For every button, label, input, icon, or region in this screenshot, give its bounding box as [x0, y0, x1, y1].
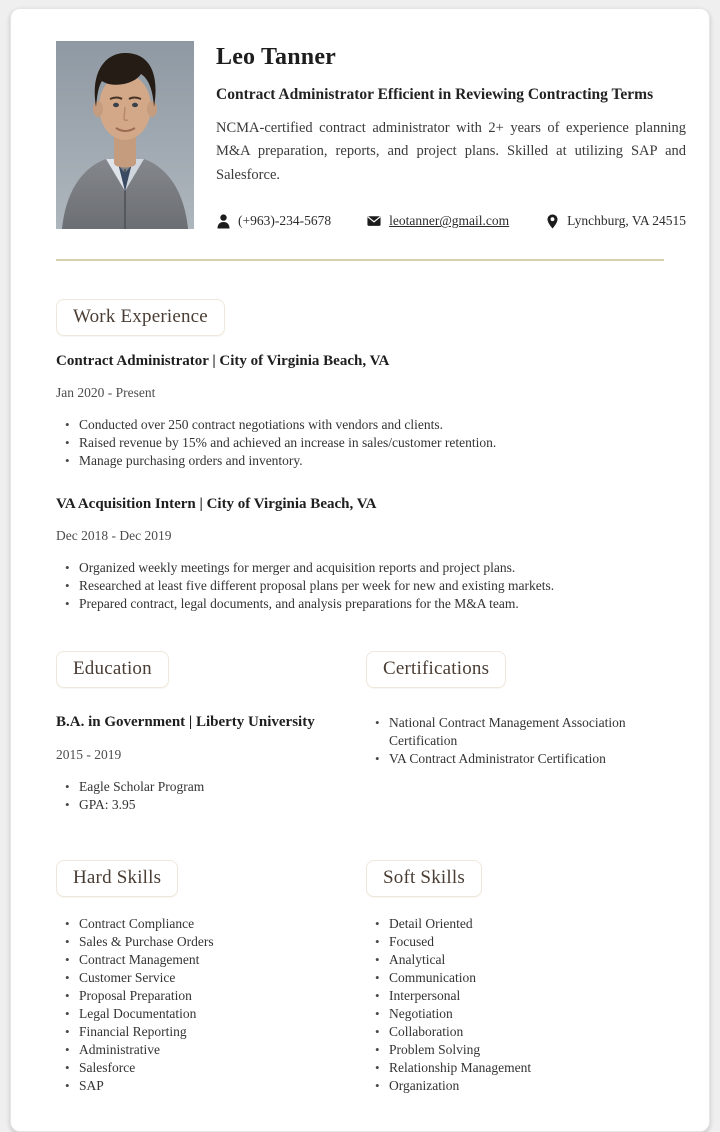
email-icon	[367, 214, 381, 229]
job-bullet: • Organized weekly meetings for merger and acquisition reports and project plans.	[56, 559, 664, 577]
section-heading-soft-skills: Soft Skills	[366, 860, 482, 897]
education-bullet: • GPA: 3.95	[56, 796, 366, 814]
certifications-bullet-list	[366, 714, 664, 768]
job-dates: Dec 2018 - Dec 2019	[56, 528, 172, 544]
soft-skill-item: • Problem Solving	[366, 1041, 664, 1059]
hard-skills-body	[56, 915, 366, 1095]
soft-skills-body	[366, 915, 664, 1095]
job-bullet-list	[56, 416, 664, 470]
job-title: Contract Administrator | City of Virginia Beach, VA	[56, 353, 390, 370]
soft-skill-item: • Analytical	[366, 951, 664, 969]
section-certifications	[366, 651, 664, 814]
soft-skill-item: • Collaboration	[366, 1023, 664, 1041]
job-bullet: • Manage purchasing orders and inventory.	[56, 452, 664, 470]
hard-skill-item: • Sales & Purchase Orders	[56, 933, 366, 951]
hard-skill-item: • Financial Reporting	[56, 1023, 366, 1041]
candidate-summary: NCMA-certified contract administrator with 2+ years of experience planning M&A preparation, reports, and project plans. Skilled at utilizing SAP and Salesforce.	[216, 120, 687, 183]
job-bullet-list	[56, 559, 664, 613]
resume-header	[56, 41, 687, 229]
contact-row	[216, 213, 686, 229]
hard-skill-item: • SAP	[56, 1077, 366, 1095]
location-text: Lynchburg, VA 24515	[567, 213, 687, 229]
soft-skill-item: • Interpersonal	[366, 987, 664, 1005]
soft-skill-item: • Negotiation	[366, 1005, 664, 1023]
resume-page	[10, 8, 710, 1132]
job-entry	[56, 353, 664, 470]
profile-photo-illustration	[56, 41, 194, 229]
job-bullet: • Researched at least five different proposal plans per week for new and existing markets.	[56, 577, 664, 595]
hard-skill-item: • Salesforce	[56, 1059, 366, 1077]
section-heading-hard-skills: Hard Skills	[56, 860, 178, 897]
section-work-experience	[56, 299, 664, 613]
job-bullet: • Raised revenue by 15% and achieved an increase in sales/customer retention.	[56, 434, 664, 452]
contact-phone	[216, 213, 331, 229]
hard-skill-item: • Proposal Preparation	[56, 987, 366, 1005]
section-heading-education: Education	[56, 651, 169, 688]
certification-bullet: • National Contract Management Association Certification	[366, 714, 664, 750]
soft-skill-item: • Detail Oriented	[366, 915, 664, 933]
education-bullet: • Eagle Scholar Program	[56, 778, 366, 796]
certification-bullet: • VA Contract Administrator Certification	[366, 750, 664, 768]
job-dates: Jan 2020 - Present	[56, 385, 156, 401]
section-heading-certifications: Certifications	[366, 651, 506, 688]
email-link[interactable]: leotanner@gmail.com	[389, 213, 510, 229]
hard-skill-item: • Customer Service	[56, 969, 366, 987]
candidate-headline: Contract Administrator Efficient in Reviewing Contracting Terms	[216, 86, 654, 103]
hard-skill-item: • Administrative	[56, 1041, 366, 1059]
certifications-body	[366, 714, 664, 768]
soft-skill-item: • Focused	[366, 933, 664, 951]
candidate-name: Leo Tanner	[216, 44, 337, 70]
hard-skill-item: • Legal Documentation	[56, 1005, 366, 1023]
phone-text: (+963)-234-5678	[238, 213, 332, 229]
degree-dates: 2015 - 2019	[56, 747, 122, 763]
section-education	[56, 651, 366, 814]
person-icon	[216, 214, 230, 229]
contact-location	[545, 213, 686, 229]
location-pin-icon	[545, 214, 559, 229]
soft-skill-item: • Relationship Management	[366, 1059, 664, 1077]
hard-skill-item: • Contract Management	[56, 951, 366, 969]
job-entry	[56, 496, 664, 613]
hard-skills-list	[56, 915, 366, 1095]
job-bullet: • Prepared contract, legal documents, and analysis preparations for the M&A team.	[56, 595, 664, 613]
header-text	[216, 41, 686, 229]
education-bullet-list	[56, 778, 366, 814]
soft-skill-item: • Organization	[366, 1077, 664, 1095]
education-certifications-row	[56, 651, 664, 814]
job-bullet: • Conducted over 250 contract negotiations with vendors and clients.	[56, 416, 664, 434]
soft-skills-list	[366, 915, 664, 1095]
job-title: VA Acquisition Intern | City of Virginia Beach, VA	[56, 496, 377, 513]
skills-row	[56, 860, 664, 1095]
degree-title: B.A. in Government | Liberty University	[56, 714, 315, 731]
hard-skill-item: • Contract Compliance	[56, 915, 366, 933]
header-divider	[56, 259, 664, 261]
soft-skill-item: • Communication	[366, 969, 664, 987]
education-body	[56, 714, 366, 814]
section-hard-skills	[56, 860, 366, 1095]
section-soft-skills	[366, 860, 664, 1095]
section-heading-work-experience: Work Experience	[56, 299, 225, 336]
profile-photo	[56, 41, 194, 229]
contact-email	[367, 213, 509, 229]
